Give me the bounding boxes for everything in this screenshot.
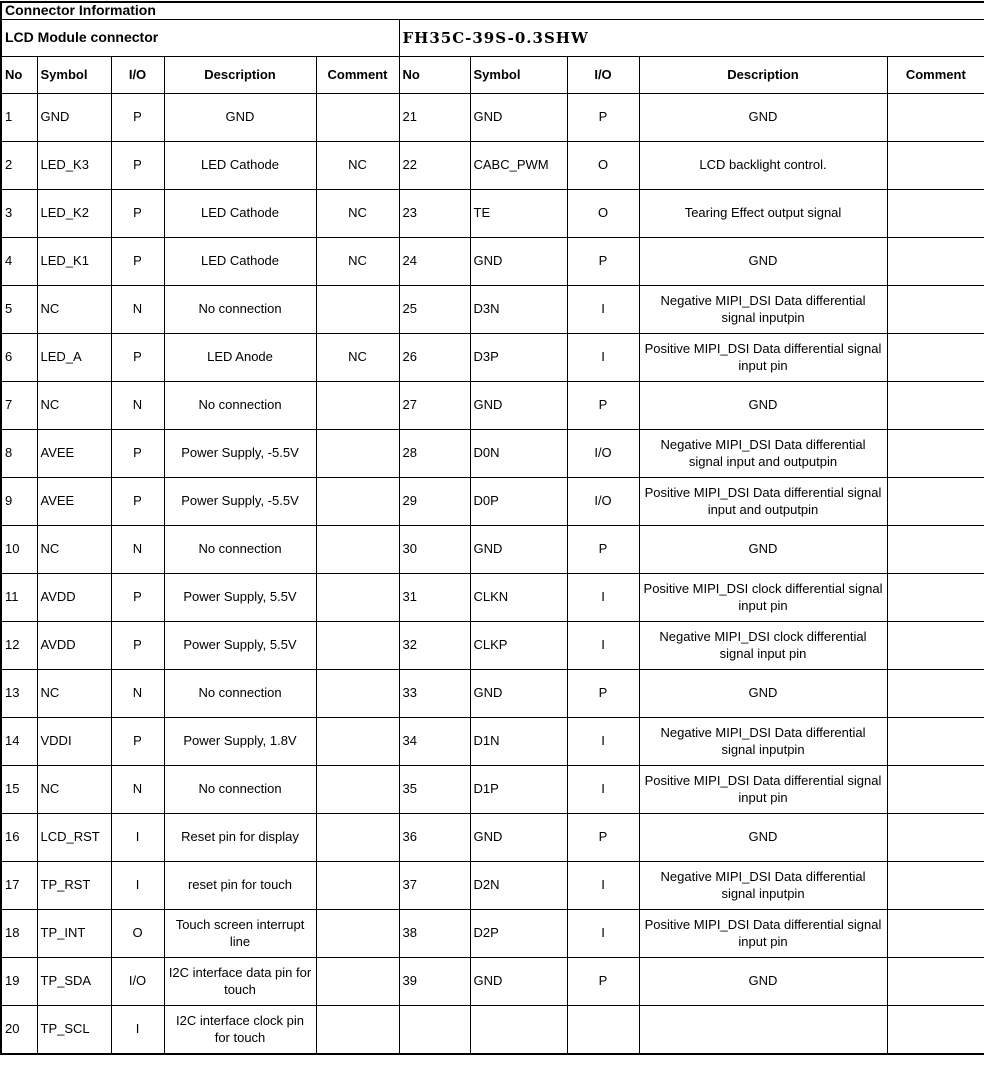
left-comment-cell: NC: [316, 190, 399, 238]
left-symbol-cell: NC: [37, 286, 111, 334]
right-symbol-cell: CLKN: [470, 574, 567, 622]
left-comment-cell: [316, 910, 399, 958]
right-comment-cell: [887, 910, 984, 958]
left-no-cell: 12: [1, 622, 37, 670]
left-no-cell: 19: [1, 958, 37, 1006]
right-no-cell: 22: [399, 142, 470, 190]
right-symbol-cell: D1P: [470, 766, 567, 814]
left-symbol-cell: TP_SDA: [37, 958, 111, 1006]
right-comment-cell: [887, 862, 984, 910]
left-no-cell: 6: [1, 334, 37, 382]
table-row: [1, 1006, 984, 1055]
right-no-cell: 38: [399, 910, 470, 958]
right-description-cell: GND: [639, 94, 887, 142]
right-io-cell: I: [567, 574, 639, 622]
header-no-right: No: [399, 57, 470, 94]
left-symbol-cell: AVEE: [37, 478, 111, 526]
right-description-cell: Tearing Effect output signal: [639, 190, 887, 238]
table-row: [1, 286, 984, 334]
right-no-cell: 25: [399, 286, 470, 334]
right-io-cell: I: [567, 334, 639, 382]
pin-rows: [1, 94, 984, 1055]
left-comment-cell: [316, 622, 399, 670]
table-row: [1, 814, 984, 862]
right-description-cell: GND: [639, 238, 887, 286]
right-comment-cell: [887, 718, 984, 766]
right-comment-cell: [887, 574, 984, 622]
header-symbol-left: Symbol: [37, 57, 111, 94]
right-description-cell: Negative MIPI_DSI Data differential signal inputpin: [639, 286, 887, 334]
left-no-cell: 9: [1, 478, 37, 526]
left-comment-cell: [316, 430, 399, 478]
right-io-cell: P: [567, 382, 639, 430]
right-io-cell: [567, 1006, 639, 1055]
left-no-cell: 10: [1, 526, 37, 574]
page-title: Connector Information: [1, 2, 984, 20]
left-io-cell: N: [111, 670, 164, 718]
table-row: [1, 766, 984, 814]
table-title-row: [1, 2, 984, 20]
right-description-cell: Negative MIPI_DSI Data differential signal input and outputpin: [639, 430, 887, 478]
right-description-cell: GND: [639, 670, 887, 718]
header-comment-right: Comment: [887, 57, 984, 94]
left-no-cell: 8: [1, 430, 37, 478]
connector-table: [0, 1, 984, 1055]
left-description-cell: No connection: [164, 526, 316, 574]
right-comment-cell: [887, 430, 984, 478]
left-symbol-cell: NC: [37, 670, 111, 718]
left-io-cell: N: [111, 526, 164, 574]
right-io-cell: P: [567, 526, 639, 574]
left-no-cell: 13: [1, 670, 37, 718]
left-no-cell: 16: [1, 814, 37, 862]
left-symbol-cell: LED_K1: [37, 238, 111, 286]
left-description-cell: I2C interface clock pin for touch: [164, 1006, 316, 1055]
table-row: [1, 238, 984, 286]
left-description-cell: Power Supply, -5.5V: [164, 478, 316, 526]
right-comment-cell: [887, 526, 984, 574]
right-symbol-cell: GND: [470, 94, 567, 142]
left-comment-cell: [316, 478, 399, 526]
header-io-left: I/O: [111, 57, 164, 94]
left-comment-cell: [316, 574, 399, 622]
left-comment-cell: [316, 718, 399, 766]
right-comment-cell: [887, 766, 984, 814]
right-comment-cell: [887, 190, 984, 238]
right-no-cell: 28: [399, 430, 470, 478]
right-no-cell: 33: [399, 670, 470, 718]
part-number: FH35C-39S-0.3SHW: [399, 20, 984, 57]
right-no-cell: [399, 1006, 470, 1055]
left-symbol-cell: LCD_RST: [37, 814, 111, 862]
right-symbol-cell: D2P: [470, 910, 567, 958]
left-comment-cell: [316, 862, 399, 910]
left-symbol-cell: LED_K2: [37, 190, 111, 238]
left-comment-cell: NC: [316, 238, 399, 286]
right-no-cell: 24: [399, 238, 470, 286]
left-io-cell: P: [111, 430, 164, 478]
table-row: [1, 190, 984, 238]
left-description-cell: Reset pin for display: [164, 814, 316, 862]
right-symbol-cell: D0P: [470, 478, 567, 526]
right-symbol-cell: D3N: [470, 286, 567, 334]
left-comment-cell: [316, 526, 399, 574]
right-no-cell: 23: [399, 190, 470, 238]
right-no-cell: 32: [399, 622, 470, 670]
left-no-cell: 15: [1, 766, 37, 814]
left-description-cell: No connection: [164, 286, 316, 334]
right-io-cell: P: [567, 238, 639, 286]
right-description-cell: Negative MIPI_DSI clock differential signal input pin: [639, 622, 887, 670]
right-no-cell: 35: [399, 766, 470, 814]
table-row: [1, 958, 984, 1006]
left-comment-cell: [316, 382, 399, 430]
left-comment-cell: [316, 1006, 399, 1055]
left-no-cell: 14: [1, 718, 37, 766]
right-no-cell: 39: [399, 958, 470, 1006]
right-no-cell: 34: [399, 718, 470, 766]
right-no-cell: 29: [399, 478, 470, 526]
right-comment-cell: [887, 814, 984, 862]
left-description-cell: reset pin for touch: [164, 862, 316, 910]
right-comment-cell: [887, 1006, 984, 1055]
right-symbol-cell: GND: [470, 670, 567, 718]
right-description-cell: LCD backlight control.: [639, 142, 887, 190]
left-symbol-cell: AVDD: [37, 574, 111, 622]
right-no-cell: 36: [399, 814, 470, 862]
left-comment-cell: NC: [316, 142, 399, 190]
right-symbol-cell: CLKP: [470, 622, 567, 670]
right-no-cell: 26: [399, 334, 470, 382]
table-row: [1, 718, 984, 766]
left-io-cell: P: [111, 574, 164, 622]
left-description-cell: I2C interface data pin for touch: [164, 958, 316, 1006]
table-row: [1, 478, 984, 526]
right-comment-cell: [887, 622, 984, 670]
left-comment-cell: [316, 94, 399, 142]
right-comment-cell: [887, 958, 984, 1006]
right-io-cell: I/O: [567, 478, 639, 526]
left-io-cell: P: [111, 478, 164, 526]
right-description-cell: Positive MIPI_DSI Data differential signal input pin: [639, 910, 887, 958]
left-no-cell: 2: [1, 142, 37, 190]
left-no-cell: 18: [1, 910, 37, 958]
right-description-cell: [639, 1006, 887, 1055]
right-io-cell: P: [567, 670, 639, 718]
table-row: [1, 526, 984, 574]
table-row: [1, 94, 984, 142]
left-symbol-cell: TP_RST: [37, 862, 111, 910]
header-desc-left: Description: [164, 57, 316, 94]
left-description-cell: LED Cathode: [164, 190, 316, 238]
left-io-cell: N: [111, 286, 164, 334]
left-io-cell: P: [111, 622, 164, 670]
table-row: [1, 142, 984, 190]
left-io-cell: O: [111, 910, 164, 958]
left-io-cell: P: [111, 334, 164, 382]
left-comment-cell: NC: [316, 334, 399, 382]
right-description-cell: GND: [639, 814, 887, 862]
header-comment-left: Comment: [316, 57, 399, 94]
right-io-cell: I: [567, 286, 639, 334]
right-symbol-cell: D2N: [470, 862, 567, 910]
right-symbol-cell: TE: [470, 190, 567, 238]
left-symbol-cell: LED_A: [37, 334, 111, 382]
left-no-cell: 3: [1, 190, 37, 238]
right-symbol-cell: GND: [470, 526, 567, 574]
left-symbol-cell: NC: [37, 526, 111, 574]
right-comment-cell: [887, 94, 984, 142]
right-no-cell: 37: [399, 862, 470, 910]
right-io-cell: I: [567, 862, 639, 910]
left-description-cell: Touch screen interrupt line: [164, 910, 316, 958]
right-comment-cell: [887, 334, 984, 382]
right-io-cell: I: [567, 718, 639, 766]
left-no-cell: 7: [1, 382, 37, 430]
right-io-cell: I: [567, 910, 639, 958]
left-symbol-cell: TP_SCL: [37, 1006, 111, 1055]
table-row: [1, 382, 984, 430]
right-no-cell: 31: [399, 574, 470, 622]
left-io-cell: P: [111, 142, 164, 190]
right-description-cell: Positive MIPI_DSI Data differential signal input and outputpin: [639, 478, 887, 526]
table-row: [1, 334, 984, 382]
right-no-cell: 21: [399, 94, 470, 142]
left-io-cell: N: [111, 382, 164, 430]
right-description-cell: Positive MIPI_DSI Data differential signal input pin: [639, 334, 887, 382]
left-no-cell: 20: [1, 1006, 37, 1055]
right-description-cell: Negative MIPI_DSI Data differential signal inputpin: [639, 862, 887, 910]
table-row: [1, 430, 984, 478]
left-io-cell: P: [111, 190, 164, 238]
left-io-cell: N: [111, 766, 164, 814]
right-io-cell: I/O: [567, 430, 639, 478]
right-no-cell: 30: [399, 526, 470, 574]
right-no-cell: 27: [399, 382, 470, 430]
left-comment-cell: [316, 766, 399, 814]
right-comment-cell: [887, 670, 984, 718]
connector-name: LCD Module connector: [1, 20, 399, 57]
left-description-cell: No connection: [164, 766, 316, 814]
right-symbol-cell: CABC_PWM: [470, 142, 567, 190]
left-symbol-cell: GND: [37, 94, 111, 142]
right-description-cell: GND: [639, 526, 887, 574]
right-description-cell: Positive MIPI_DSI clock differential signal input pin: [639, 574, 887, 622]
header-io-right: I/O: [567, 57, 639, 94]
right-comment-cell: [887, 286, 984, 334]
header-no-left: No: [1, 57, 37, 94]
left-symbol-cell: NC: [37, 382, 111, 430]
right-symbol-cell: D0N: [470, 430, 567, 478]
left-io-cell: P: [111, 238, 164, 286]
left-io-cell: P: [111, 718, 164, 766]
right-comment-cell: [887, 478, 984, 526]
table-row: [1, 910, 984, 958]
left-symbol-cell: AVDD: [37, 622, 111, 670]
left-description-cell: GND: [164, 94, 316, 142]
right-io-cell: O: [567, 190, 639, 238]
left-symbol-cell: LED_K3: [37, 142, 111, 190]
left-no-cell: 1: [1, 94, 37, 142]
right-symbol-cell: GND: [470, 238, 567, 286]
left-no-cell: 4: [1, 238, 37, 286]
left-io-cell: I/O: [111, 958, 164, 1006]
left-description-cell: No connection: [164, 382, 316, 430]
right-symbol-cell: [470, 1006, 567, 1055]
left-io-cell: I: [111, 814, 164, 862]
right-io-cell: I: [567, 622, 639, 670]
right-symbol-cell: GND: [470, 814, 567, 862]
table-row: [1, 670, 984, 718]
left-description-cell: Power Supply, 5.5V: [164, 574, 316, 622]
left-io-cell: I: [111, 1006, 164, 1055]
left-comment-cell: [316, 670, 399, 718]
right-description-cell: Negative MIPI_DSI Data differential signal inputpin: [639, 718, 887, 766]
left-symbol-cell: VDDI: [37, 718, 111, 766]
left-description-cell: Power Supply, 1.8V: [164, 718, 316, 766]
right-comment-cell: [887, 142, 984, 190]
left-description-cell: Power Supply, -5.5V: [164, 430, 316, 478]
left-comment-cell: [316, 814, 399, 862]
left-no-cell: 17: [1, 862, 37, 910]
right-io-cell: P: [567, 958, 639, 1006]
right-io-cell: P: [567, 94, 639, 142]
right-symbol-cell: GND: [470, 958, 567, 1006]
left-description-cell: LED Anode: [164, 334, 316, 382]
header-symbol-right: Symbol: [470, 57, 567, 94]
right-io-cell: O: [567, 142, 639, 190]
table-row: [1, 862, 984, 910]
left-io-cell: I: [111, 862, 164, 910]
left-io-cell: P: [111, 94, 164, 142]
right-io-cell: P: [567, 814, 639, 862]
left-no-cell: 5: [1, 286, 37, 334]
right-symbol-cell: D1N: [470, 718, 567, 766]
left-comment-cell: [316, 286, 399, 334]
left-description-cell: Power Supply, 5.5V: [164, 622, 316, 670]
table-row: [1, 622, 984, 670]
right-io-cell: I: [567, 766, 639, 814]
left-comment-cell: [316, 958, 399, 1006]
left-symbol-cell: NC: [37, 766, 111, 814]
right-comment-cell: [887, 238, 984, 286]
right-symbol-cell: GND: [470, 382, 567, 430]
left-description-cell: LED Cathode: [164, 238, 316, 286]
left-no-cell: 11: [1, 574, 37, 622]
column-header-row: [1, 57, 984, 94]
right-description-cell: Positive MIPI_DSI Data differential signal input pin: [639, 766, 887, 814]
left-description-cell: No connection: [164, 670, 316, 718]
header-desc-right: Description: [639, 57, 887, 94]
right-description-cell: GND: [639, 958, 887, 1006]
table-subtitle-row: [1, 20, 984, 57]
left-symbol-cell: AVEE: [37, 430, 111, 478]
right-symbol-cell: D3P: [470, 334, 567, 382]
right-comment-cell: [887, 382, 984, 430]
left-symbol-cell: TP_INT: [37, 910, 111, 958]
table-row: [1, 574, 984, 622]
right-description-cell: GND: [639, 382, 887, 430]
left-description-cell: LED Cathode: [164, 142, 316, 190]
